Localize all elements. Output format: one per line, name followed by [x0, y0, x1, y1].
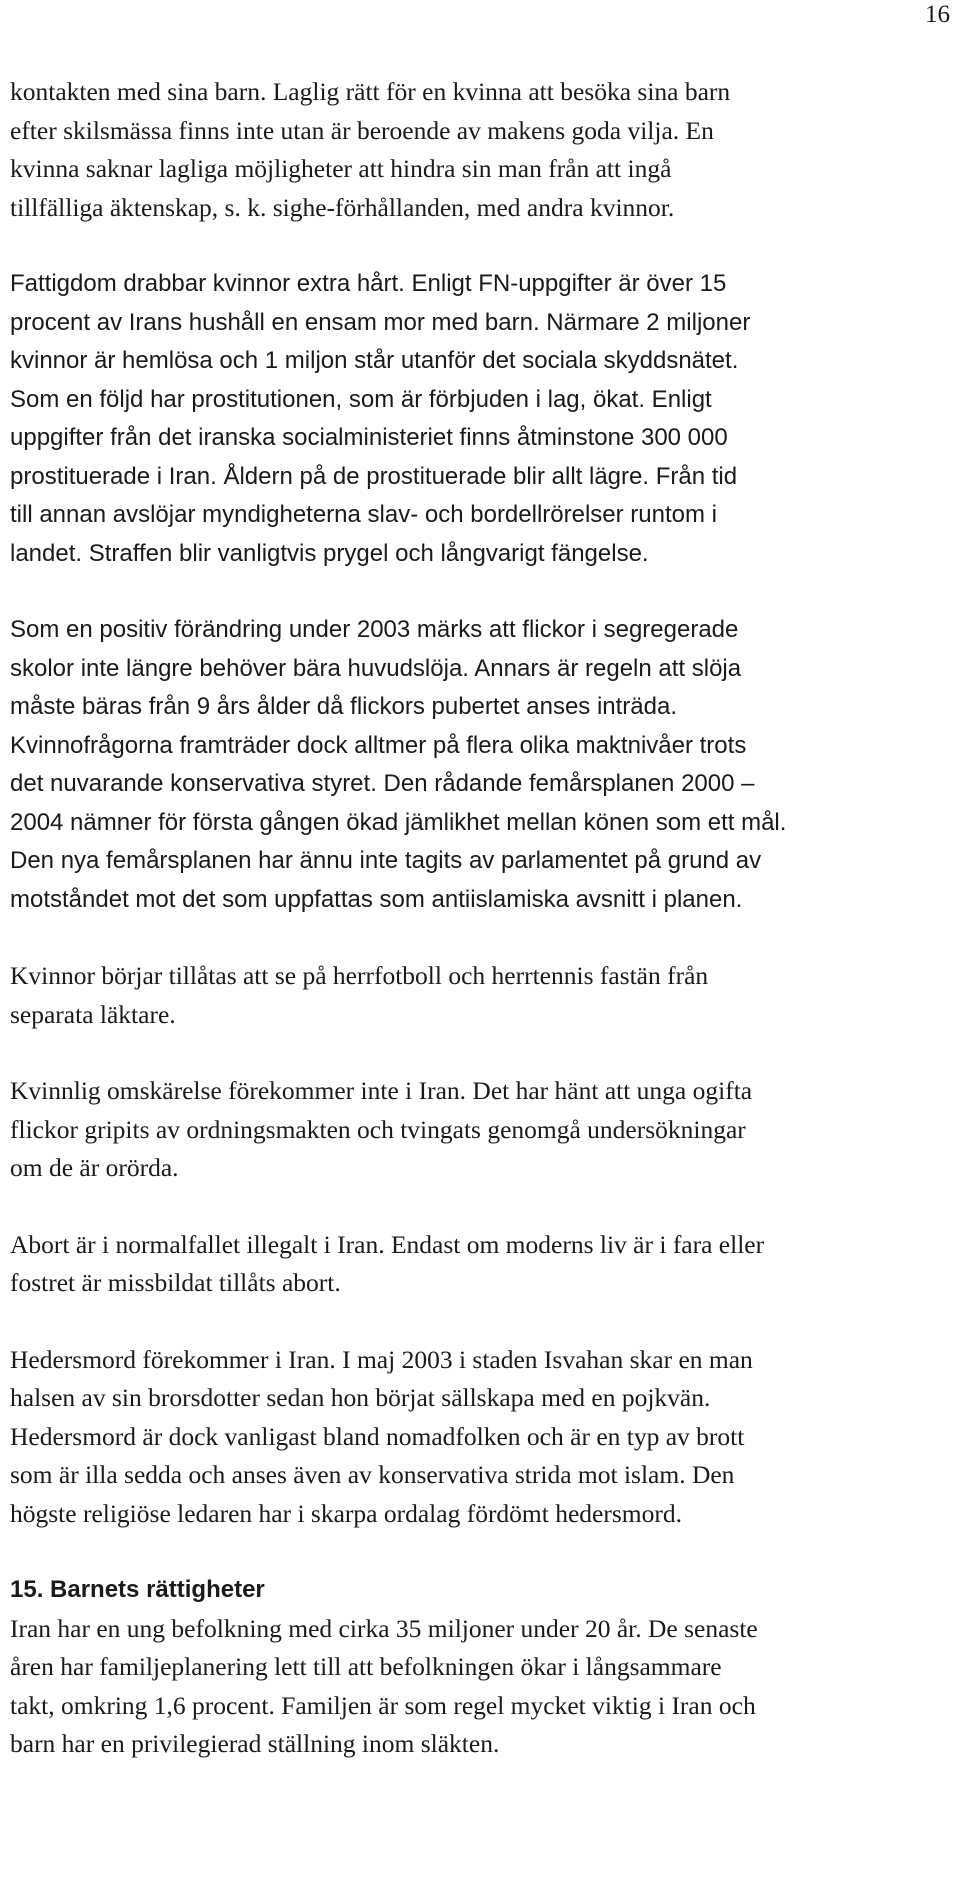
text-line: separata läktare.	[10, 999, 176, 1029]
paragraph-circumcision	[10, 1072, 950, 1188]
text-line: Kvinnofrågorna framträder dock alltmer på flera olika maktnivåer trots	[10, 731, 747, 759]
text-line: Abort är i normalfallet illegalt i Iran. Endast om moderns liv är i fara eller	[10, 1229, 765, 1259]
text-line: Fattigdom drabbar kvinnor extra hårt. Enligt FN-uppgifter är över 15	[10, 270, 727, 297]
paragraph-poverty	[10, 265, 950, 573]
text-line: flickor gripits av ordningsmakten och tvingats genomgå undersökningar	[10, 1114, 746, 1144]
text-line: kvinna saknar lagliga möjligheter att hindra sin man från att ingå	[10, 154, 672, 183]
text-line: kvinnor är hemlösa och 1 miljon står utanför det sociala skyddsnätet.	[10, 347, 739, 374]
text-line: barn har en privilegierad ställning inom släkten.	[10, 1729, 500, 1758]
paragraph-custody	[10, 73, 950, 227]
page-number: 16	[925, 1, 950, 28]
text-line: fostret är missbildat tillåts abort.	[10, 1268, 341, 1297]
text-line: som är illa sedda och anses även av konservativa strida mot islam. Den	[10, 1460, 735, 1489]
text-line: Som en följd har prostitutionen, som är förbjuden i lag, ökat. Enligt	[10, 385, 712, 413]
section-heading: 15. Barnets rättigheter	[10, 1576, 265, 1603]
paragraph-sports	[10, 957, 950, 1034]
text-line: landet. Straffen blir vanligtvis prygel och långvarigt fängelse.	[10, 539, 649, 567]
text-line: efter skilsmässa finns inte utan är beroende av makens goda vilja. En	[10, 115, 714, 145]
paragraph-honor-killings	[10, 1341, 950, 1534]
text-line: det nuvarande konservativa styret. Den rådande femårsplanen 2000 –	[10, 770, 755, 797]
text-line: åren har familjeplanering lett till att befolkningen ökar i långsammare	[10, 1652, 722, 1681]
text-line: halsen av sin brorsdotter sedan hon börjat sällskapa med en pojkvän.	[10, 1383, 711, 1412]
section-childrens-rights	[10, 1571, 950, 1764]
text-line: skolor inte längre behöver bära huvudslöja. Annars är regeln att slöja	[10, 654, 742, 682]
text-line: måste bäras från 9 års ålder då flickors pubertet anses inträda.	[10, 693, 678, 720]
text-line: 2004 nämner för första gången ökad jämlikhet mellan könen som ett mål.	[10, 808, 787, 836]
text-line: prostituerade i Iran. Åldern på de prostituerade blir allt lägre. Från tid	[10, 462, 738, 490]
document-body	[10, 73, 950, 1802]
text-line: Hedersmord förekommer i Iran. I maj 2003 i staden Isvahan skar en man	[10, 1344, 753, 1374]
text-line: Iran har en ung befolkning med cirka 35 miljoner under 20 år. De senaste	[10, 1613, 758, 1643]
text-line: Kvinnor börjar tillåtas att se på herrfotboll och herrtennis fastän från	[10, 961, 709, 990]
text-line: kontakten med sina barn. Laglig rätt för en kvinna att besöka sina barn	[10, 77, 731, 106]
text-line: procent av Irans hushåll en ensam mor med barn. Närmare 2 miljoner	[10, 308, 751, 336]
paragraph-positive-change	[10, 611, 950, 919]
text-line: motståndet mot det som uppfattas som antiislamiska avsnitt i planen.	[10, 885, 743, 913]
text-line: Hedersmord är dock vanligast bland nomadfolken och är en typ av brott	[10, 1421, 745, 1451]
text-line: Som en positiv förändring under 2003 märks att flickor i segregerade	[10, 616, 739, 643]
text-line: högste religiöse ledaren har i skarpa ordalag fördömt hedersmord.	[10, 1498, 682, 1528]
paragraph-abortion	[10, 1226, 950, 1303]
text-line: Kvinnlig omskärelse förekommer inte i Iran. Det har hänt att unga ogifta	[10, 1076, 753, 1105]
text-line: tillfälliga äktenskap, s. k. sighe-förhållanden, med andra kvinnor.	[10, 192, 675, 222]
text-line: uppgifter från det iranska socialministeriet finns åtminstone 300 000	[10, 424, 728, 451]
text-line: till annan avslöjar myndigheterna slav- och bordellrörelser runtom i	[10, 501, 718, 528]
text-line: om de är orörda.	[10, 1153, 179, 1182]
text-line: takt, omkring 1,6 procent. Familjen är som regel mycket viktig i Iran och	[10, 1690, 756, 1720]
text-line: Den nya femårsplanen har ännu inte tagits av parlamentet på grund av	[10, 847, 762, 874]
